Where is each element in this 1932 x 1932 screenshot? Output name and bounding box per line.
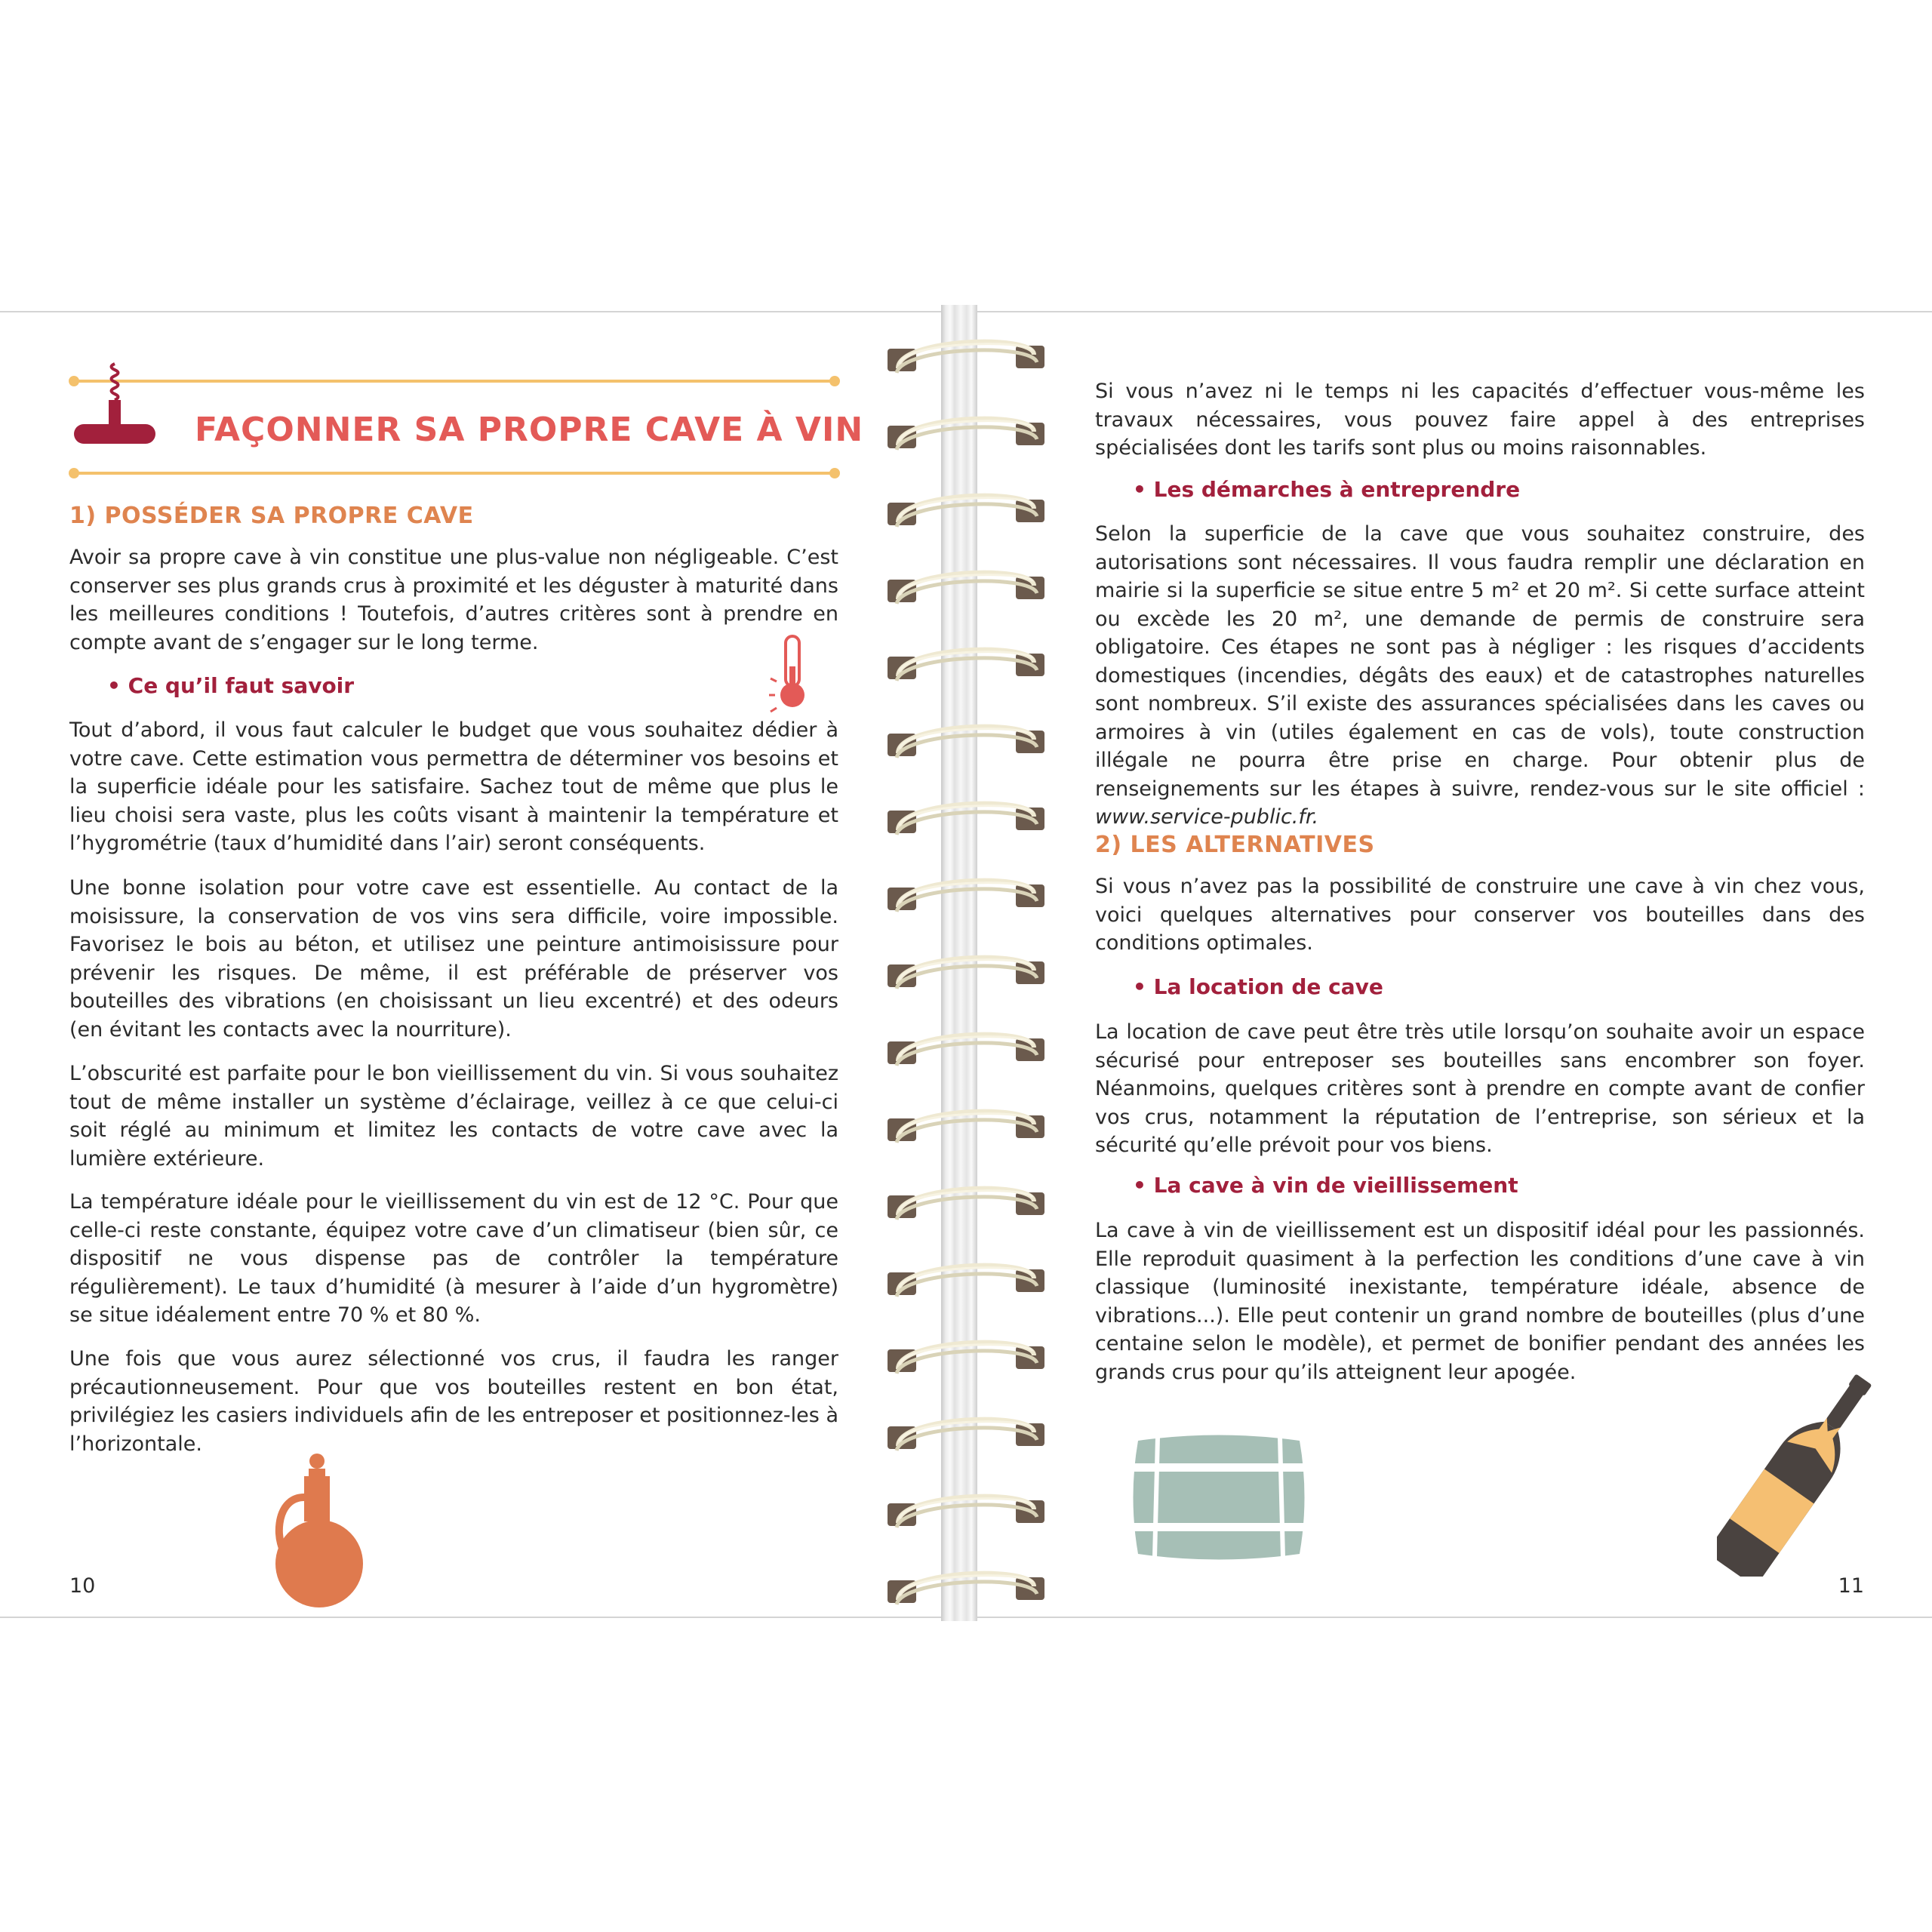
spiral-ring (883, 489, 1049, 534)
spiral-ring (883, 1336, 1049, 1381)
paragraph-isolation: Une bonne isolation pour votre cave est essentielle. Au contact de la moisissure, la conservation de vos vins sera difficile, voire impossible. Favorisez le bois au béton, et utilisez une peinture antimoisissure pour prévenir les risques. De même, il est préférable de préserver vos bouteilles des vibrations (en choisissant un lieu excentré) et des odeurs (en évitant les contacts avec la nourriture). (69, 876, 838, 1041)
paragraph-budget: Tout d’abord, il vous faut calculer le budget que vous souhaitez dédier à votre cave. Cette estimation vous permettra de déterminer vos besoins et la superficie idéale pour les satisfaire. Sachez tout de même que plus le lieu choisi sera vaste, plus les coûts visant à maintenir la température et l’hygrométrie (taux d’humidité dans l’air) seront conséquents. (69, 718, 838, 855)
notebook-spread (0, 311, 1932, 1618)
spiral-ring (883, 1567, 1049, 1612)
paragraph-location: La location de cave peut être très utile lorsqu’on souhaite avoir un espace sécurisé pour entreposer ses bouteilles sans encombrer son foyer. Néanmoins, quelques critères sont à prendre en compte avant de confier vos crus, notamment la réputation de l’entreprise, son sérieux et la sécurité qu’elle prévoit pour vos biens. (1095, 1020, 1865, 1157)
wine-bottle-icon (1717, 1365, 1883, 1577)
right-page (1045, 312, 1932, 1617)
spiral-ring (883, 1490, 1049, 1535)
spiral-ring (883, 1259, 1049, 1304)
paragraph-intro: Avoir sa propre cave à vin constitue une plus-value non négligeable. C’est conserver ses plus grands crus à proximité et les déguster à maturité dans les meilleures conditions ! Toutefois, d’autres critères sont à prendre en compte avant de s’engager sur le long terme. (69, 546, 838, 654)
section-heading-1: 1) POSSÉDER SA PROPRE CAVE (69, 503, 474, 529)
header-rule-top (74, 380, 835, 383)
subheading-location: • La location de cave (1133, 974, 1383, 999)
page-number-left: 10 (69, 1574, 96, 1598)
spiral-ring (883, 1028, 1049, 1073)
spiral-ring (883, 1105, 1049, 1150)
barrel-icon (1124, 1429, 1313, 1565)
spiral-ring (883, 1182, 1049, 1227)
subheading-ce-quil-faut-savoir: • Ce qu’il faut savoir (107, 673, 355, 698)
service-public-link[interactable]: www.service-public.fr. (1095, 805, 1319, 829)
spiral-ring (883, 797, 1049, 842)
spiral-ring (883, 1413, 1049, 1458)
spiral-ring (883, 566, 1049, 611)
paragraph-demarches (1095, 520, 1865, 832)
paragraph-demarches-text: Selon la superficie de la cave que vous souhaitez construire, des autorisations sont nécessaires. Il vous faudra remplir une déclaration en mairie si la superficie se situe entre 5 m² et 20 m². Si cette surface atteint ou excède les 20 m², une demande de permis de construire sera obligatoire. Ces étapes ne sont pas à négliger : les risques d’accidents domestiques (incendies, dégâts des eaux) et de catastrophes naturelles sont nombreux. S’il existe des assurances spécialisées dans les caves ou armoires à vin (utiles également en cas de vols), toute construction illégale ne pourra être prise en charge. Pour obtenir plus de renseignements sur les étapes à suivre, rendez-vous sur le site officiel : (1095, 522, 1865, 801)
paragraph-rangement: Une fois que vous aurez sélectionné vos crus, il faudra les ranger précautionneusement. Pour que vos bouteilles restent en bon état, privilégiez les casiers individuels afin de les entreposer et positionnez-les à l’horizontale. (69, 1347, 838, 1456)
subheading-vieillissement: • La cave à vin de vieillissement (1133, 1173, 1518, 1198)
corkscrew-icon (69, 358, 160, 463)
left-page (0, 312, 887, 1617)
spiral-ring (883, 643, 1049, 688)
paragraph-alternatives: Si vous n’avez pas la possibilité de construire une cave à vin chez vous, voici quelques alternatives pour conserver vos bouteilles dans des conditions optimales. (1095, 875, 1865, 955)
spiral-ring (883, 720, 1049, 765)
paragraph-travaux: Si vous n’avez ni le temps ni les capacités d’effectuer vous-même les travaux nécessaires, vous pouvez faire appel à des entreprises spécialisées dont les tarifs sont plus ou moins raisonnables. (1095, 380, 1865, 460)
carafe-icon (268, 1452, 374, 1611)
section-heading-2: 2) LES ALTERNATIVES (1095, 832, 1375, 858)
subheading-demarches: • Les démarches à entreprendre (1133, 477, 1521, 502)
page-number-right: 11 (1838, 1574, 1864, 1598)
spiral-ring (883, 874, 1049, 919)
spiral-ring (883, 412, 1049, 457)
header-rule-bottom (74, 472, 835, 475)
spiral-binding (883, 312, 1049, 1617)
paragraph-vieillissement: La cave à vin de vieillissement est un dispositif idéal pour les passionnés. Elle reproduit quasiment à la perfection les conditions d’une cave à vin classique (luminosité inexistante, température idéale, absence de vibrations...). Elle peut contenir un grand nombre de bouteilles (plus d’une centaine selon le modèle), et permet de bonifier pendant des années les grands crus pour qu’ils atteignent leur apogée. (1095, 1219, 1865, 1384)
paragraph-temperature: La température idéale pour le vieillissement du vin est de 12 °C. Pour que celle-ci reste constante, équipez votre cave d’un climatiseur (bien sûr, ce dispositif ne vous dispense pas de contrôler la température régulièrement). Le taux d’humidité (à mesurer à l’aide d’un hygromètre) se situe idéalement entre 70 % et 80 %. (69, 1190, 838, 1327)
thermometer-icon (766, 633, 819, 716)
paragraph-obscurite: L’obscurité est parfaite pour le bon vieillissement du vin. Si vous souhaitez tout de même installer un système d’éclairage, veillez à ce que celui-ci soit réglé au minimum et limitez les contacts de votre cave avec la lumière extérieure. (69, 1062, 838, 1171)
spiral-ring (883, 335, 1049, 380)
page-title: FAÇONNER SA PROPRE CAVE À VIN (195, 411, 864, 449)
spiral-ring (883, 951, 1049, 996)
